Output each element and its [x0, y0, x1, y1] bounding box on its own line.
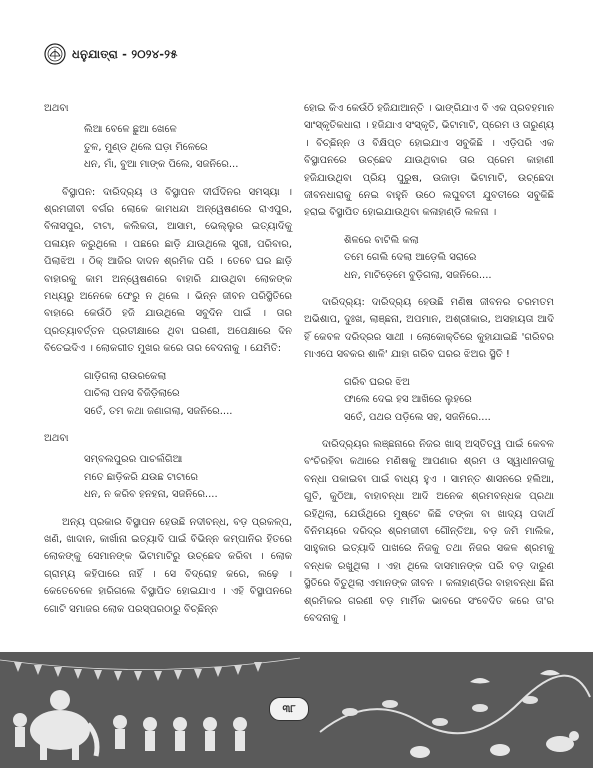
verse-line: ଗରିବ ଘରର ଝିଅ: [344, 376, 411, 388]
verse-line: ତୁଳ, ମୁଣ୍ଡ ଥିଲେ ଘଡ଼ା ମିଳେରେ: [84, 141, 208, 153]
verse-line: ତମେ ଗେଲି ଦେଲା ଆଡ଼େଲି ସରାରେ: [344, 252, 477, 264]
folk-verse-1: [84, 121, 292, 173]
verse-line: ସମ୍ବଲପୁରର ପାଚଲଁଗିଆ: [84, 454, 183, 466]
verse-line: ଧନ, ମାଟିଡ଼େମେ ବୁଡ଼ିଗଲା, ସଜନିରେ....: [344, 269, 492, 281]
verse-line: ପାଚିଲା ପନସ ବିଜିଡ଼ିଲାରେ: [84, 388, 180, 400]
verse-line: ମତେ ଛାଡ଼ିକରି ଯଉଛ ଟାଟାରେ: [84, 471, 198, 483]
verse-line: ଫାଲେ ଦେଇ ହସ ଆଖିରେ ଲୁହରେ: [344, 394, 472, 406]
verse-line: ସତେଁ, ପଥର ପଡ଼ିଲେ ସହ, ସଜନିରେ....: [344, 411, 491, 423]
right-column: [304, 100, 554, 627]
paragraph-other-displacement: ଅନ୍ୟ ପ୍ରକାର ବିସ୍ଥାପନ ହେଉଛି ନଦୀବନ୍ଧ, ବଡ଼ ପ୍ରକଳ୍ପ, ଖଣି, ଖାଦାନ, କାର୍ଖାନା ଇତ୍ୟାଦି ପାଇଁ ବିଭିନ୍ନ କମ୍ପାନିର ହିତରେ ଲୋକଙ୍କୁ ସେମାନଙ୍କ ଭିଟାମାଟିରୁ ଉଚ୍ଛେଦ କରିବା । ଲୋକ ଗ୍ରାମ୍ୟ କହିପାରେ ନାହିଁ । ସେ ବିଦ୍ରୋହ କରେ, ଲଢ଼େ । କେତେବେଳେ ହାରିଗଲେ ବିସ୍ଥାପିତ ହୋଇଯାଏ । ଏହି ବିସ୍ଥାପନରେ ଗୋଟି ସମାଜର ଲୋକ ପରସ୍ପରଠାରୁ ବିଚ୍ଛିନ୍ନ: [44, 516, 292, 615]
verse-line: ଧନ, ମାଁ, ବୁଆ ମାଙ୍କ ପିଲେ, ସଜନିରେ...: [84, 159, 239, 171]
paragraph-displacement: ବିସ୍ଥାପନ: ଦାରିଦ୍ର୍ୟ ଓ ବିସ୍ଥାପନ ଦୀର୍ଘଦିନର ସମସ୍ୟା । ଶ୍ରମଜୀବୀ ବର୍ଗର ଲୋକେ କାମଧନ୍ଦା ଅନ୍ୱେଷଣରେ ରାଏପୁର, ବିଳାସପୁର, ଟାଟା, କଲିକତା, ଆସାମ, ଭେଲ୍ଲୁର ଇତ୍ୟାଦିକୁ ପଳାୟନ କରୁଥିଲେ । ପଛରେ ଛାଡ଼ି ଯାଉଥିଲେ ସ୍ତ୍ରୀ, ପରିବାର, ପିଲାଝିଅ । ଠିକ୍ ଆଜିର ଦାଦନ ଶ୍ରମିକ ପରି । ତେବେ ଘର ଛାଡ଼ି ବାହାରକୁ କାମ ଅନ୍ୱେଷଣରେ ବାହାରି ଯାଉଥିବା ଲୋକଙ୍କ ମଧ୍ୟରୁ ଅନେକେ ଫେରୁ ନ ଥିଲେ । ଭିନ୍ନ ଜୀବନ ପରିସ୍ଥିତିରେ ବାହାରେ କେଉଁଠି ହଜି ଯାଉଥିଲେ ସବୁଦିନ ପାଇଁ । ତାର ପ୍ରତ୍ୟାବର୍ତ୍ତନ ପ୍ରତୀକ୍ଷାରେ ଥିବା ଘରଣୀ, ଅପେକ୍ଷାରେ ଦିନ ବିତେଇଦିଏ । ଲୋକଗୀତ ମୁଖର କରେ ତାର ବେଦନାକୁ । ଯେମିତି:: [44, 186, 292, 355]
label-athaba-1: ଅଥବା: [44, 103, 69, 114]
paragraph-poverty: ଦାରିଦ୍ର୍ୟ: ଦାରିଦ୍ର୍ୟ ହେଉଛି ମଣିଷ ଜୀବନର ଚରମତମ ଅଭିଶାପ, ଦୁଃଖ, ଲାଞ୍ଛନା, ଅପମାନ, ଅଶ୍ରୀକାର, ଅସହାୟତା ଆଦି ହିଁ କେବଳ ଦରିଦ୍ରର ସାଥୀ । ଲୋକୋକ୍ତିରେ କୁହାଯାଇଛି 'ଗରିବର ମାଏପେ ସବକର ଶାଳି' ଯାହା ଗରିବ ଘରର ଝିଅର ସ୍ଥିତି !: [304, 297, 554, 361]
folk-verse-4: [344, 232, 554, 284]
folk-verse-5: [344, 374, 554, 426]
paragraph-bondage: ଦାରିଦ୍ର୍ୟର ଲଞ୍ଛନାରେ ନିଜର ଖାସ୍ ଅସ୍ତିତ୍ୱ ପାଇଁ କେବଳ ବଂଚିରହିବା କଥାରେ ମଣିଷକୁ ଆପଣାର ଶ୍ରମ ଓ ସ୍ୱାଧୀନତାକୁ ବନ୍ଧା ପକାଇବା ପାଇଁ ବାଧ୍ୟ ହୁଏ । ସାମନ୍ତ ଶାସନରେ ହଲିଆ, ଗୁତି, କୁଠିଆ, ବାହାବନ୍ଧା ଆଦି ଅନେକ ଶ୍ରମବନ୍ଧକ ପ୍ରଥା ରହିଥିଲା, ଯେଉଁଥିରେ ମୁଷ୍ଟେ କିଛି ଟଙ୍କା ବା ଖାଦ୍ୟ ପଦାର୍ଥ ବିନିମୟରେ ଦରିଦ୍ର ଶ୍ରମଜୀବୀ ଗୌନ୍ତିଆ, ବଡ଼ ଜମି ମାଲିକ, ସାହୁକାର ଇତ୍ୟାଦି ପାଖରେ ନିଜକୁ ତଥା ନିଜର ସକଳ ଶ୍ରମକୁ ବନ୍ଧକ ରଖୁଥିଲା । ଏହା ଥିଲେ ଦାସମାନଙ୍କ ପରି ବଡ଼ ଦାରୁଣ ସ୍ଥିତିରେ ବିତୁଥିଲା ଏମାନଙ୍କ ଜୀବନ । କଳାହାଣ୍ଡିର ବାହାବନ୍ଧା ଛିନା ଶ୍ରମିକର ଗରଣୀ ବଡ଼ ମାର୍ମିକ ଭାବରେ ସଂବେଦିତ କରେ ତା'ର ବେଦନାକୁ ।: [304, 438, 554, 624]
verse-line: ଲିଆ ବେଳେ ଛୁଆ ଖେଳେ: [84, 124, 177, 136]
folk-verse-2: [84, 368, 292, 420]
page-header: [44, 42, 178, 66]
verse-line: ଗାଡ଼ିଗଲା ରାଉରକେଲା: [84, 370, 167, 382]
dhanuyatra-emblem-icon: [44, 43, 66, 65]
header-title: ଧନୁଯାତ୍ରା - ୨୦୨୪-୨୫: [72, 46, 178, 61]
page-number-badge: ୩୮: [269, 697, 309, 721]
label-athaba-2: ଅଥବା: [44, 432, 69, 444]
folk-verse-3: [84, 451, 292, 503]
verse-line: ଧନ, ନ କରିବ ହନହନା, ସଜନିରେ....: [84, 489, 218, 501]
left-column: [44, 100, 292, 618]
verse-line: ଶିଳରେ ବାଟିଲି କଲା: [344, 234, 419, 246]
paragraph-continuation: ହୋଇ କିଏ କେଉଁଠି ହଜିଯାଆନ୍ତି । ଭାଙ୍ଗିଯାଏ ବି ଏକ ପ୍ରବହମାନ ସାଂସ୍କୃତିକଧାରା । ହଜିଯାଏ ସଂସ୍କୃତି, ଭିଟାମାଟି, ପ୍ରେମ ଓ ତାରୁଣ୍ୟ । ବିଚ୍ଛିନ୍ନ ଓ ବିକ୍ଷିପ୍ତ ହୋଇଯାଏ ସବୁକିଛି । ଏଡ଼ିପରି ଏକ ବିସ୍ଥାପନରେ ଉଚ୍ଛେଦ ଯାଉଥିବାର ତାର ପ୍ରେମ କାହାଣୀ ହଜିଯାଉଥିବା ପ୍ରିୟ ପୁରୁଷ, ଉଜାଡ଼ା ଭିଟାମାଟି, ଉଚ୍ଛେଦା ଜୀବନଧାରାକୁ ନେଇ ବାହୁନି ଉଠେ ଲଘୁବତୀ ଯୁବତୀରେ ସବୁକିଛି ହରାଇ ବିସ୍ଥାପିତ ହୋଇଯାଉଥିବା କଳାହାଣ୍ଡି ଲଳନା ।: [304, 103, 554, 219]
verse-line: ସତେଁ, ତମ କଥା ଜଣାଗଲା, ସଜନିରେ....: [84, 405, 233, 417]
